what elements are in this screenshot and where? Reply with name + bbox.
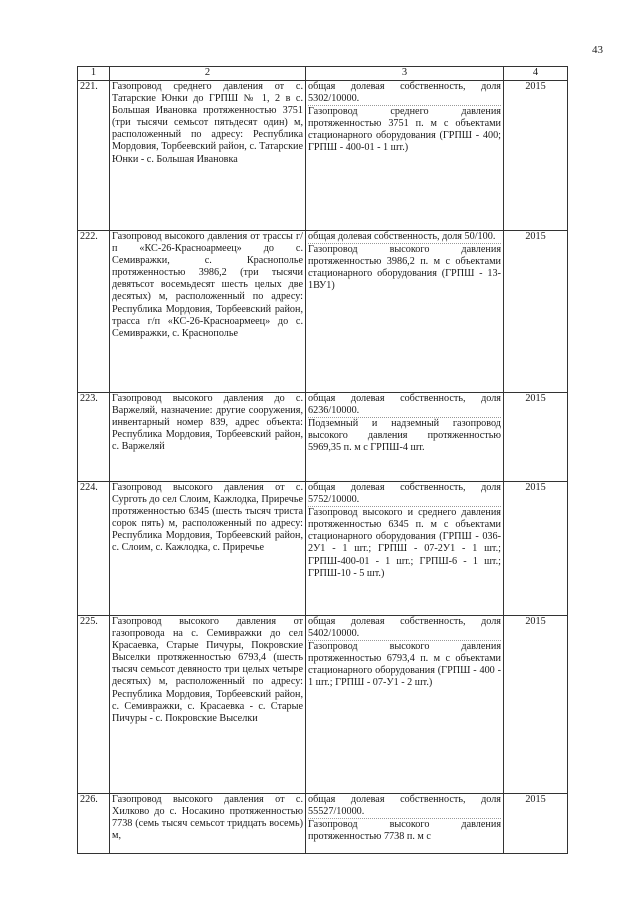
object-description: Газопровод высокого давления до с. Варжеляй, назначение: другие сооружения, инвентарный номер 839, адрес объекта: Республика Мордовия, Торбеевский район, с. Варжеляй	[110, 393, 306, 482]
ownership-cell	[306, 393, 504, 482]
row-number: 221.	[78, 81, 110, 231]
ownership-share: общая долевая собственность, доля 6236/10000.	[308, 393, 501, 418]
ownership-cell	[306, 231, 504, 393]
ownership-share: общая долевая собственность, доля 55527/10000.	[308, 794, 501, 819]
table-row	[78, 482, 568, 616]
table-row	[78, 81, 568, 231]
ownership-detail: Газопровод высокого давления протяженностью 6793,4 п. м с объектами стационарного оборудования (ГРПШ - 400 - 1 шт.; ГРПШ - 07-У1 - 2 шт.)	[308, 641, 501, 689]
ownership-detail: Газопровод среднего давления протяженностью 3751 п. м с объектами стационарного оборудования (ГРПШ - 400; ГРПШ - 400-01 - 1 шт.)	[308, 106, 501, 154]
header-col-2: 2	[110, 67, 306, 81]
ownership-share: общая долевая собственность, доля 5752/10000.	[308, 482, 501, 507]
year: 2015	[504, 616, 568, 794]
object-description: Газопровод высокого давления от с. Сурготь до сел Слоим, Кажлодка, Приречье протяженностью 6345 (шесть тысяч триста сорок пять) м, расположенный по адресу: Республика Мордовия, Торбеевский район, с. Слоим, с. Кажлодка, с. Приречье	[110, 482, 306, 616]
object-description: Газопровод высокого давления от газопровода на с. Семивражки до сел Красаевка, Старые Пичуры, Покровские Выселки протяженностью 6793,4 (шесть тысяч семьсот девяносто три целых четыре десятых) м, расположенный по адресу: Республика Мордовия, Торбеевский район, с. Семивражки, с. Красаевка - с. Старые Пичуры - с. Покровские Выселки	[110, 616, 306, 794]
year: 2015	[504, 794, 568, 854]
ownership-detail: Газопровод высокого давления протяженностью 3986,2 п. м с объектами стационарного оборудования (ГРПШ - 13-1ВУ1)	[308, 244, 501, 292]
row-number: 225.	[78, 616, 110, 794]
ownership-share: общая долевая собственность, доля 5302/10000.	[308, 81, 501, 106]
header-col-4: 4	[504, 67, 568, 81]
ownership-cell	[306, 616, 504, 794]
year: 2015	[504, 393, 568, 482]
ownership-share: общая долевая собственность, доля 50/100.	[308, 231, 501, 244]
row-number: 222.	[78, 231, 110, 393]
object-description: Газопровод высокого давления от с. Хилково до с. Носакино протяженностью 7738 (семь тысяч семьсот тридцать восемь) м,	[110, 794, 306, 854]
year: 2015	[504, 482, 568, 616]
ownership-detail: Газопровод высокого и среднего давления протяженностью 6345 п. м с объектами стационарного оборудования (ГРПШ - 036-2У1 - 1 шт.; ГРПШ - 07-2У1 - 1 шт.; ГРПШ-400-01 - 1 шт.; ГРПШ-6 - 1 шт.; ГРПШ-10 - 5 шт.)	[308, 507, 501, 579]
ownership-cell	[306, 794, 504, 854]
ownership-detail: Подземный и надземный газопровод высокого давления протяженностью 5969,35 п. м с ГРПШ-4 шт.	[308, 418, 501, 454]
ownership-cell	[306, 81, 504, 231]
row-number: 224.	[78, 482, 110, 616]
year: 2015	[504, 231, 568, 393]
ownership-detail: Газопровод высокого давления протяженностью 7738 п. м с	[308, 819, 501, 843]
row-number: 226.	[78, 794, 110, 854]
header-col-1: 1	[78, 67, 110, 81]
page-number: 43	[592, 44, 603, 56]
year: 2015	[504, 81, 568, 231]
row-number: 223.	[78, 393, 110, 482]
property-table	[77, 66, 568, 854]
ownership-cell	[306, 482, 504, 616]
object-description: Газопровод среднего давления от с. Татарские Юнки до ГРПШ № 1, 2 в с. Большая Ивановка протяженностью 3751 (три тысячи семьсот пятьдесят один) м, расположенный по адресу: Республика Мордовия, Торбеевский район, с. Татарские Юнки - с. Большая Ивановка	[110, 81, 306, 231]
table-row	[78, 794, 568, 854]
table-row	[78, 616, 568, 794]
table-row	[78, 231, 568, 393]
object-description: Газопровод высокого давления от трассы г/п «КС-26-Красноармеец» до с. Семивражки, с. Краснополье протяженностью 3986,2 (три тысячи девятьсот восемьдесят шесть целых две десятых) м, расположенный по адресу: Республика Мордовия, Торбеевский район, трасса г/п «КС-26-Красноармеец» до с. Семивражки, с. Краснополье	[110, 231, 306, 393]
ownership-share: общая долевая собственность, доля 5402/10000.	[308, 616, 501, 641]
header-col-3: 3	[306, 67, 504, 81]
table-row	[78, 393, 568, 482]
table-header-row	[78, 67, 568, 81]
